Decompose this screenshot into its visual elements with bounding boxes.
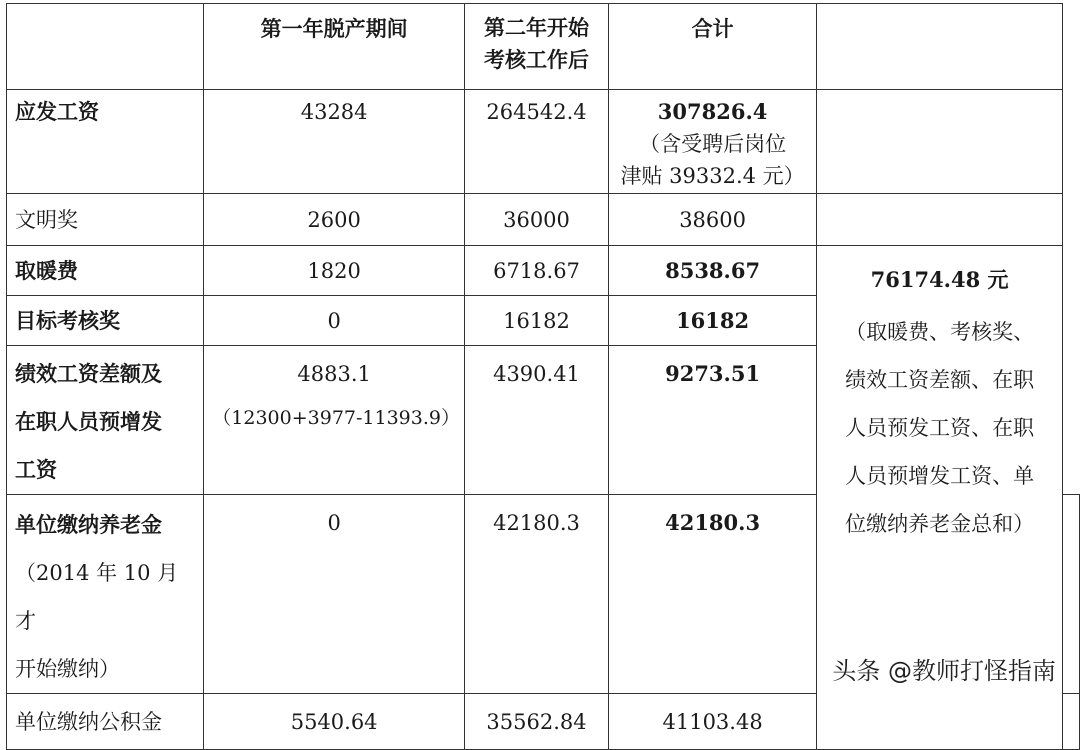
header-total: 合计 — [609, 4, 817, 90]
table-row — [7, 194, 1080, 246]
header-year2: 第二年开始 考核工作后 — [464, 4, 608, 90]
table-row — [7, 90, 1080, 194]
side-empty-cell — [817, 90, 1063, 194]
year2-value: 6718.67 — [464, 246, 608, 296]
year1-value: 2600 — [204, 194, 465, 246]
row-label: 单位缴纳公积金 — [7, 694, 204, 750]
row-label: 取暖费 — [7, 246, 204, 296]
row-label: 目标考核奖 — [7, 296, 204, 346]
total-value: 42180.3 — [609, 495, 817, 694]
row-label: 应发工资 — [7, 90, 204, 194]
year2-value: 36000 — [464, 194, 608, 246]
year1-value: 0 — [204, 296, 465, 346]
total-value: 307826.4 （含受聘后岗位 津贴 39332.4 元） — [609, 90, 817, 194]
row-label: 单位缴纳养老金 （2014 年 10 月才 开始缴纳） — [7, 495, 204, 694]
year1-value: 4883.1 （12300+3977-11393.9） — [204, 346, 465, 495]
header-year1: 第一年脱产期间 — [204, 4, 465, 90]
side-empty-cell — [1063, 495, 1080, 694]
salary-table — [6, 3, 1080, 750]
total-value: 8538.67 — [609, 246, 817, 296]
watermark: 头条 @教师打怪指南 — [832, 657, 1056, 685]
row-label: 绩效工资差额及 在职人员预增发 工资 — [7, 346, 204, 495]
total-value: 9273.51 — [609, 346, 817, 495]
year2-value: 35562.84 — [464, 694, 608, 750]
total-value: 38600 — [609, 194, 817, 246]
side-empty-cell — [817, 194, 1063, 246]
year2-value: 264542.4 — [464, 90, 608, 194]
total-value: 16182 — [609, 296, 817, 346]
year1-value: 1820 — [204, 246, 465, 296]
header-row — [7, 4, 1080, 90]
header-empty-cell — [7, 4, 204, 90]
year2-value: 42180.3 — [464, 495, 608, 694]
year1-value: 0 — [204, 495, 465, 694]
row-label: 文明奖 — [7, 194, 204, 246]
year2-value: 4390.41 — [464, 346, 608, 495]
side-empty-cell — [1063, 694, 1080, 750]
header-empty-cell-right — [817, 4, 1063, 90]
table-row — [7, 246, 1080, 296]
side-note: 76174.48 元 （取暖费、考核奖、 绩效工资差额、在职 人员预发工资、在职 人员预增发工资、单 位缴纳养老金总和） — [817, 246, 1063, 750]
year2-value: 16182 — [464, 296, 608, 346]
year1-value: 5540.64 — [204, 694, 465, 750]
year1-value: 43284 — [204, 90, 465, 194]
total-value: 41103.48 — [609, 694, 817, 750]
